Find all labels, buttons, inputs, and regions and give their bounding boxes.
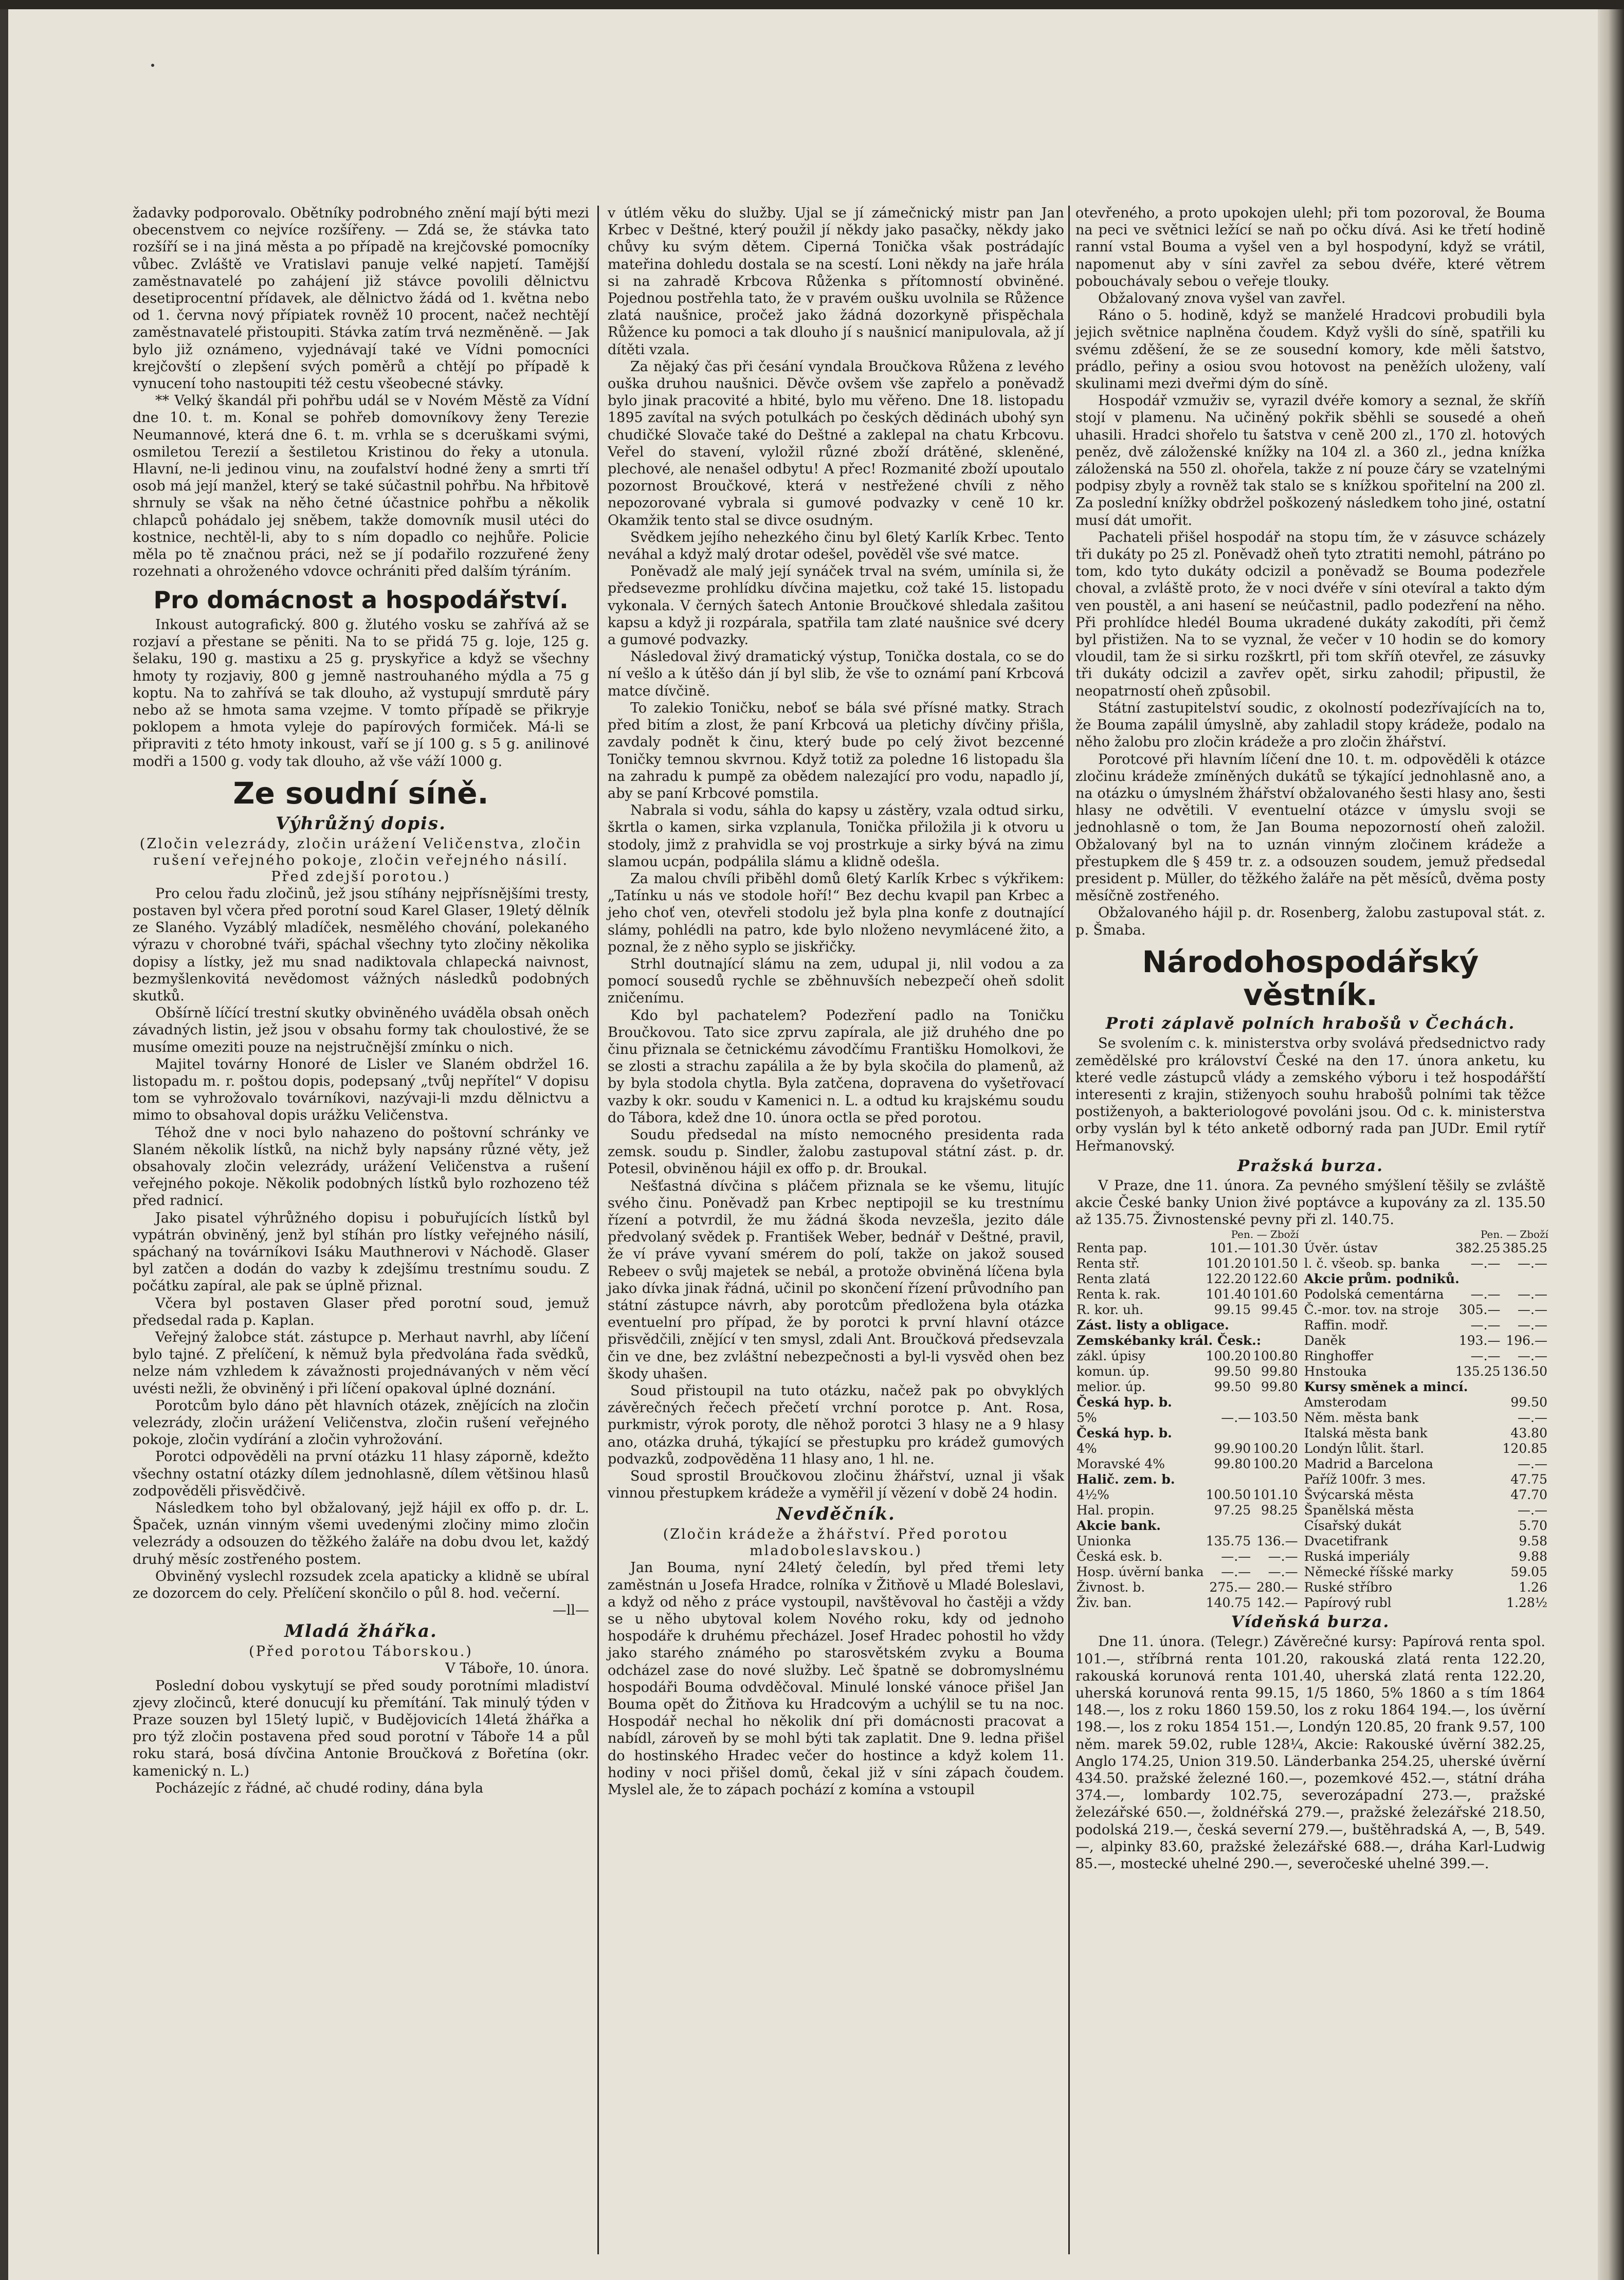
row-label: melior. úp. bbox=[1076, 1379, 1146, 1395]
row-value: —.— bbox=[1470, 1256, 1501, 1271]
row-value: 97.25 bbox=[1214, 1503, 1251, 1518]
scan-top-border bbox=[0, 0, 1624, 9]
row-value: 9.58 bbox=[1519, 1534, 1547, 1549]
row-value: 142.— bbox=[1256, 1595, 1298, 1611]
row-label: Moravské 4% bbox=[1076, 1456, 1165, 1472]
row-value: 382.25 bbox=[1455, 1241, 1501, 1256]
article-note: (Zločin velezrády, zločin urážení Veličenstva, zločin rušení veřejného pokoje, zločin veřejného násilí. Před zdejší porotou.) bbox=[139, 835, 582, 885]
table-row bbox=[1075, 1503, 1299, 1518]
row-label: Ruské stříbro bbox=[1304, 1580, 1393, 1595]
table-row bbox=[1075, 1287, 1299, 1302]
row-value: 305.— bbox=[1458, 1302, 1501, 1318]
table-row bbox=[1075, 1472, 1299, 1487]
paragraph: Porotcové při hlavním líčení dne 10. t. m. odpověděli k otázce zločinu krádeže zmíněných dukátů se týkající jednohlasně ano, a na otázku o úmyslném žhářství obžalovaného šesti hlasy ano, šesti hlasy ne odvětili. V eventuelní otázce v úmyslu svoji se jednohlasně o tom, že Jan Bouma nepozorností oheň založil. Obžalovaný byl na to uznán vinným zločinem krádeže a přestupkem dle § 459 tr. z. a odsouzen soudem, jemuž předsedal president p. Müller, do těžkého žaláře na pět měsíců, dvěma posty měsíčně zostřeného. bbox=[1075, 751, 1545, 904]
row-value: 99.80 bbox=[1261, 1379, 1298, 1395]
paragraph: Státní zastupitelství soudic, z okolností podezřívajících na to, že Bouma zapálil úmyslně, aby zahladil stopy krádeže, podalo na něho žalobu pro zločin krádeže a pro zločin žhářství. bbox=[1075, 700, 1545, 751]
row-value: 100.20 bbox=[1206, 1348, 1251, 1364]
paragraph: otevřeného, a proto upokojen ulehl; při tom pozoroval, že Bouma na peci ve světnici ležící se naň po očku dívá. Asi ke třetí hodině ranní vstal Bouma a vyšel ven a byl hospodyní, když se vrátil, napomenut aby v síni zavřel za sebou dvéře, které větrem pobouchávaly sebou o veřeje tlouky. bbox=[1075, 205, 1545, 289]
column-rule bbox=[597, 206, 599, 2254]
table-row bbox=[1303, 1333, 1548, 1348]
row-label: Švýcarská města bbox=[1304, 1487, 1414, 1503]
table-row bbox=[1303, 1503, 1548, 1518]
table-row bbox=[1075, 1456, 1299, 1472]
section-heading: Pro domácnost a hospodářství. bbox=[153, 586, 569, 614]
row-value: —.— bbox=[1221, 1410, 1251, 1426]
row-value bbox=[1454, 1472, 1501, 1487]
paragraph: Majitel továrny Honoré de Lisler ve Slaném obdržel 16. listopadu m. r. poštou dopis, podepsaný „tvůj nepřítel“ V dopisu tom se vyhrožovalo továrníkovi, nazývaji-li mzdu dělnictvu a mimo to obsahoval dopis urážku Veličenstva. bbox=[133, 1056, 589, 1124]
table-row bbox=[1303, 1580, 1548, 1595]
row-value: 99.50 bbox=[1214, 1379, 1251, 1395]
row-value bbox=[1454, 1580, 1501, 1595]
row-value: 135.25 bbox=[1455, 1364, 1501, 1379]
row-label: Česká esk. b. bbox=[1076, 1549, 1163, 1564]
row-label: Renta stř. bbox=[1076, 1256, 1140, 1271]
row-label: Ringhoffer bbox=[1304, 1348, 1374, 1364]
table-row bbox=[1075, 1549, 1299, 1564]
row-value: 140.75 bbox=[1206, 1595, 1251, 1611]
paragraph: Ráno o 5. hodině, když se manželé Hradcovi probudili byla jejich světnice naplněna čoudem. Když vyšli do síně, spatřili ku svému zděšení, že se ze sousední komory, kde měli šatstvo, prádlo, peřiny a osiou svou hotovost na peněžích uloženy, valí skulinami mezi dveřmi dým do síně. bbox=[1075, 307, 1545, 392]
row-value: 99.45 bbox=[1261, 1302, 1298, 1318]
row-value: —.— bbox=[1518, 1503, 1547, 1518]
row-value: —.— bbox=[1221, 1564, 1251, 1580]
section-heading: Národohospodářský věstník. bbox=[1142, 944, 1479, 1012]
table-row bbox=[1303, 1595, 1548, 1611]
table-row bbox=[1075, 1441, 1299, 1456]
row-value: 120.85 bbox=[1502, 1441, 1547, 1456]
table-row bbox=[1075, 1271, 1299, 1287]
row-value bbox=[1454, 1410, 1501, 1426]
row-value: 101.20 bbox=[1206, 1256, 1251, 1271]
row-value: —.— bbox=[1518, 1410, 1547, 1426]
row-value: —.— bbox=[1470, 1318, 1501, 1333]
row-value: —.— bbox=[1518, 1318, 1547, 1333]
row-value: 122.60 bbox=[1253, 1271, 1298, 1287]
row-label: Daněk bbox=[1304, 1333, 1346, 1348]
row-value: —.— bbox=[1268, 1549, 1298, 1564]
article-title: Nevděčník. bbox=[776, 1504, 896, 1525]
row-label: Akcie prům. podniků. bbox=[1304, 1271, 1459, 1287]
row-label: Česká hyp. b. bbox=[1076, 1426, 1172, 1441]
article-title: Proti záplavě polních hrabošů v Čechách. bbox=[1105, 1014, 1516, 1033]
row-value: 99.50 bbox=[1510, 1395, 1547, 1410]
article-title: Pražská burza. bbox=[1237, 1156, 1384, 1175]
paragraph: Soud sprostil Broučkovou zločinu žhářství, uznal ji však vinnou přestupkem krádeže a vyměřil jí vězení v době 24 hodin. bbox=[608, 1468, 1064, 1502]
table-row bbox=[1075, 1534, 1299, 1549]
row-value: 101.50 bbox=[1253, 1256, 1298, 1271]
paragraph: Poněvadž ale malý její synáček trval na svém, umínila si, že předsevezme prohlídku dívčina majetku, což také 15. listopadu vykonala. V černých šatech Antonie Broučkové shledala zašitou kapsu a když ji rozpárala, spatřila tam zlaté naušnice své dcery a gumové podvazky. bbox=[608, 563, 1064, 648]
row-value: 100.20 bbox=[1253, 1456, 1298, 1472]
row-value bbox=[1454, 1534, 1501, 1549]
table-row bbox=[1303, 1564, 1548, 1580]
table-row bbox=[1303, 1441, 1548, 1456]
row-label: Živ. ban. bbox=[1076, 1595, 1132, 1611]
row-value: 101.60 bbox=[1253, 1287, 1298, 1302]
paragraph: Strhl doutnající slámu na zem, udupal ji, nlil vodou a za pomocí sousedů rychle se zběhnuvších nebezpečí oheň sdolit zničenímu. bbox=[608, 956, 1064, 1007]
row-value bbox=[1454, 1518, 1501, 1534]
row-value: 100.50 bbox=[1206, 1487, 1251, 1503]
table-row bbox=[1075, 1426, 1299, 1441]
row-value: 98.25 bbox=[1261, 1503, 1298, 1518]
paragraph: Hospodář vzmuživ se, vyrazil dvéře komory a seznal, že skříň stojí v plamenu. Na učiněný pokřik sběhli se sousedé a oheň uhasili. Hradci shořelo tu šatstva v ceně 200 zl., 170 zl. hotových peněz, dvě záloženské knížky na 104 zl. a 360 zl., jedna knížka záloženská na 550 zl. ohořela, takže z ní pouze čáry se vzatelnými podpisy zbyly a rovněž tak stalo se s knížkou spořitelní na 200 zl. Za poslední knížky obdržel poškozený následkem toho jiné, ostatní musí dát umořit. bbox=[1075, 393, 1545, 528]
row-label: 4½% bbox=[1076, 1487, 1109, 1503]
table-row bbox=[1303, 1287, 1548, 1302]
rates-table bbox=[1075, 1241, 1299, 1611]
row-label: Hal. propin. bbox=[1076, 1503, 1155, 1518]
table-row bbox=[1303, 1364, 1548, 1379]
column-rule bbox=[1068, 206, 1070, 2254]
paragraph: ** Velký škandál při pohřbu udál se v Novém Městě za Vídní dne 10. t. m. Konal se pohřeb domovníkovy ženy Terezie Neumannové, která dne 6. t. m. vrhla se s dceruškami svými, osmiletou Terezií a šestiletou Kristinou do řeky a utonula. Hlavní, ne-li jedinou vinu, na zoufalství hodné ženy a smrti tří osob má její manžel, který se také súčastnil pohřbu. Na hřbitově shrnuly se však na něho četné účastnice pohřbu a několik chlapců pohádalo jej sněbem, takže domovník musil utéci do kostnice, nechtěl-li, aby to s ním dopadlo co nejhůře. Policie měla po tě značnou práci, než se jí podařilo rozzuřené ženy rozehnati a ohroženého vdovce ochrániti před dalším týráním. bbox=[133, 393, 589, 580]
row-value: 59.05 bbox=[1510, 1564, 1547, 1580]
row-label: l. č. všeob. sp. banka bbox=[1304, 1256, 1440, 1271]
row-value: 122.20 bbox=[1206, 1271, 1251, 1287]
row-value: 101.— bbox=[1209, 1241, 1251, 1256]
row-label: Renta pap. bbox=[1076, 1241, 1147, 1256]
table-row bbox=[1075, 1395, 1299, 1410]
row-value: 385.25 bbox=[1502, 1241, 1547, 1256]
row-label: Podolská cementárna bbox=[1304, 1287, 1444, 1302]
row-value: 43.80 bbox=[1510, 1426, 1547, 1441]
paragraph: Porotcům bylo dáno pět hlavních otázek, znějících na zločin velezrády, zločin urážení Veličenstva, zločin rušení veřejného pokoje, zločin vydírání a zločin vyhrožování. bbox=[133, 1397, 589, 1448]
table-row bbox=[1075, 1580, 1299, 1595]
row-label: Č.-mor. tov. na stroje bbox=[1304, 1302, 1439, 1318]
table-row bbox=[1303, 1549, 1548, 1564]
row-value: —.— bbox=[1518, 1348, 1547, 1364]
row-value: 100.80 bbox=[1253, 1348, 1298, 1364]
table-row bbox=[1303, 1487, 1548, 1503]
table-row bbox=[1303, 1426, 1548, 1441]
row-label: Zást. listy a obligace. bbox=[1076, 1318, 1229, 1333]
row-value: 99.90 bbox=[1214, 1441, 1251, 1456]
table-row bbox=[1075, 1564, 1299, 1580]
row-value bbox=[1454, 1549, 1501, 1564]
row-label: Ruská imperiály bbox=[1304, 1549, 1410, 1564]
paragraph: To zalekio Toničku, neboť se bála své přísné matky. Strach před bitím a zlost, že paní Krbcová ua pletichy dívčiny přišla, zavdaly podnět k činu, který bude po celý život bezcenné Toničky temnou skvrnou. Když totiž za poledne 16 listopadu šla na zahradu k pumpě za obědem nalezající pro vodu, napadlo jí, aby se paní Krbcové pomstila. bbox=[608, 700, 1064, 801]
row-value: 136.— bbox=[1256, 1534, 1298, 1549]
row-value: 47.75 bbox=[1510, 1472, 1547, 1487]
table-row bbox=[1075, 1256, 1299, 1271]
row-value: 47.70 bbox=[1510, 1487, 1547, 1503]
dateline: V Táboře, 10. února. bbox=[445, 1661, 589, 1677]
table-row bbox=[1303, 1302, 1548, 1318]
column-3 bbox=[1075, 205, 1548, 2256]
paragraph: Kdo byl pachatelem? Podezření padlo na Toničku Broučkovou. Tato sice zprvu zapírala, ale již druhého dne po činu přiznala se četnickému závodčímu Františku Homolkovi, že se zlosti a strachu zapálila a že by byla skočila do plamenů, až by byla stodola chytla. Byla zatčena, dopravena do vyšetřovací vazby k okr. soudu v Kamenici n. L. a odtud ku krajskému soudu do Tábora, kdež dne 10. února octla se před porotou. bbox=[608, 1007, 1064, 1126]
table-row bbox=[1075, 1518, 1299, 1534]
table-row bbox=[1075, 1318, 1299, 1333]
column-1 bbox=[133, 205, 589, 2256]
row-label: Španělská města bbox=[1304, 1503, 1414, 1518]
paragraph: Včera byl postaven Glaser před porotní soud, jemuž předsedal rada p. Kaplan. bbox=[133, 1295, 589, 1328]
signature: —ll— bbox=[552, 1602, 589, 1619]
paragraph: Jan Bouma, nyní 24letý čeledín, byl před třemi lety zaměstnán u Josefa Hradce, rolníka v Žitňově u Mladé Boleslavi, a když od něho z práce vystoupil, navštěvoval ho častěji a vždy se u něho ubytoval kolem Nového roku, kdy od jednoho hospodáře k druhému přecházel. Josef Hradec pohostil ho vždy jako starého známého po starosvětském zvyku a Bouma odcházel zase do nové služby. Leč špatně se dobromyslnému hospodáři Bouma odvděčoval. Minulé lonské vánoce přišel Jan Bouma opět do Žitňova ku Hradcovým a uchýlil se tu na noc. Hospodář nechal ho několik dní při domácnosti pracovat a nabídl, zároveň by se mohl býti tak zaplatit. Dne 9. ledna přišel do hostinského Hradec večer do hostince a když kolem 11. hodiny v noci přišel domů, čekal již v síni zápach čoudem. Myslel ale, že to zápach pochází z komína a vstoupil bbox=[608, 1560, 1064, 1798]
row-value: —.— bbox=[1518, 1287, 1547, 1302]
row-value bbox=[1454, 1426, 1501, 1441]
row-label: Madrid a Barcelona bbox=[1304, 1456, 1433, 1472]
paragraph: Za nějaký čas při česání vyndala Broučkova Růžena z levého ouška druhou naušnici. Děvče ovšem vše zapřelo a poněvadž bylo jinak pracovité a hbité, bylo mu věřeno. Dne 18. listopadu 1895 zavítal na svých potulkách po českých dědinách ubohý syn chudičké Slovače také do Deštné a zaklepal na chatu Krbcovu. Veřel do stavení, vyložil různé zboží drátěné, skleněné, plechové, ale nenašel odbytu! A přec! Rozmanité zboží upoutalo pozornost Broučkové, která v nestřežené chvíli z něho nepozorované vybrala si gumové podvazky v ceně 10 kr. Okamžik tento stal se divce osudným. bbox=[608, 358, 1064, 528]
table-row bbox=[1303, 1472, 1548, 1487]
row-label: Německé říšské marky bbox=[1304, 1564, 1454, 1580]
row-value: —.— bbox=[1518, 1456, 1547, 1472]
row-label: Hosp. úvěrní banka bbox=[1076, 1564, 1204, 1580]
row-value: 99.50 bbox=[1214, 1364, 1251, 1379]
table-row bbox=[1303, 1241, 1548, 1256]
paragraph: Soud přistoupil na tuto otázku, načež pak po obvyklých závěrečných řečech přečetí vrchní porotce p. Ant. Rosa, purkmistr, výrok poroty, dle něhož porotci 3 hlasy ne a 9 hlasy ano, otázka druhá, týkající se přestupku pro krádež gumových podvazků, zodpověděna 11 hlasy ano, 1 hl. ne. bbox=[608, 1383, 1064, 1467]
table-header: Pen. — Zboží bbox=[1231, 1228, 1299, 1241]
row-label: Raffin. modř. bbox=[1304, 1318, 1389, 1333]
table-row bbox=[1075, 1333, 1299, 1348]
table-header: Pen. — Zboží bbox=[1480, 1228, 1548, 1241]
row-value: 135.75 bbox=[1206, 1534, 1251, 1549]
row-label: Úvěr. ústav bbox=[1304, 1241, 1378, 1256]
table-row bbox=[1303, 1271, 1548, 1287]
row-label: Císařský dukát bbox=[1304, 1518, 1401, 1534]
row-value: —.— bbox=[1221, 1549, 1251, 1564]
row-label: Renta k. rak. bbox=[1076, 1287, 1161, 1302]
row-label: Hnstouka bbox=[1304, 1364, 1367, 1379]
row-label: Londýn lůlit. štarl. bbox=[1304, 1441, 1425, 1456]
row-label: R. kor. uh. bbox=[1076, 1302, 1144, 1318]
row-value: —.— bbox=[1470, 1348, 1501, 1364]
row-value: 101.30 bbox=[1253, 1241, 1298, 1256]
row-value: 5.70 bbox=[1519, 1518, 1547, 1534]
exchange-tables bbox=[1075, 1228, 1548, 1611]
paragraph: Se svolením c. k. ministerstva orby svolává předsednictvo rady zemědělské pro království České na den 17. února anketu, ku které vedle zástupců vlády a zemského výboru i tež hospodářští interesenti z krajin, stiženyoch souhu hrabošů polními tak těžce postiženyoh, a bakteriologové povoláni jsou. Od c. k. ministerstva orby vyslán byl k této anketě odborný rada pan JUDr. Emil rytíř Heřmanovský. bbox=[1075, 1035, 1545, 1154]
paragraph: Obžalovaný znova vyšel van zavřel. bbox=[1098, 290, 1346, 307]
table-row bbox=[1075, 1410, 1299, 1426]
article-title: Mladá žhářka. bbox=[284, 1621, 437, 1642]
row-value bbox=[1454, 1487, 1501, 1503]
paragraph: Svědkem jejího nehezkého činu byl 6letý Karlík Krbec. Tento neváhal a když malý drotar odešel, pověděl vše své matce. bbox=[608, 529, 1064, 563]
article-note: (Zločin krádeže a žhářství. Před porotou mladoboleslavskou.) bbox=[663, 1526, 1009, 1559]
paragraph: Obšírně líčící trestní skutky obviněného uváděla obsah oněch závadných listin, jež jsou v obsahu formy tak choulostivé, že se musíme omeziti pouze na nejstručnější zmínku o nich. bbox=[133, 1005, 589, 1055]
row-value: —.— bbox=[1518, 1256, 1547, 1271]
row-value bbox=[1454, 1395, 1501, 1410]
paragraph: Poslední dobou vyskytují se před soudy porotními mladiství zjevy zločinců, které donucují ku přemítání. Tak minulý týden v Praze souzen byl 15letý lupič, v Budějovicích 14letá žhářka a pro týž zločin postavena před soud porotní v Táboře 14 a půl roku stará, bosá dívčina Antonie Broučková z Bořetína (okr. kamenický n. L.) bbox=[133, 1677, 589, 1779]
exchange-table-right bbox=[1303, 1228, 1548, 1611]
row-value: 275.— bbox=[1209, 1580, 1251, 1595]
table-row bbox=[1303, 1256, 1548, 1271]
row-label: Paříž 100fr. 3 mes. bbox=[1304, 1472, 1426, 1487]
row-label: komun. úp. bbox=[1076, 1364, 1150, 1379]
article-note: (Před porotou Táborskou.) bbox=[249, 1644, 473, 1660]
article-title: Výhrůžný dopis. bbox=[276, 813, 446, 834]
row-label: Papírový rubl bbox=[1304, 1595, 1392, 1611]
page-mark bbox=[151, 64, 154, 67]
row-value: 99.15 bbox=[1214, 1302, 1251, 1318]
article-title: Vídeňská burza. bbox=[1231, 1613, 1390, 1632]
table-row bbox=[1303, 1456, 1548, 1472]
paragraph: Obžalovaného hájil p. dr. Rosenberg, žalobu zastupoval stát. z. p. Šmaba. bbox=[1075, 905, 1545, 938]
paragraph: V Praze, dne 11. února. Za pevného smýšlení těšily se zvláště akcie České banky Union živé poptávce a kupovány za zl. 135.50 až 135.75. Živnostenské pevny při zl. 140.75. bbox=[1075, 1177, 1545, 1228]
paragraph: Pachateli přišel hospodář na stopu tím, že v zásuvce scházely tři dukáty po 25 zl. Poněvadž oheň tyto ztratiti nemohl, pátráno po tom, kdo tyto dukáty odcizil a poněvadž se Bouma podezřele choval, a zvláště proto, že v noci dvéře v síni otevíral a takto dým ven poustěl, a ani hasení se neúčastnil, padlo podezření na něho. Při prohlídce hledél Bouma ukradené dukáty zakodíti, při čemž byl přistižen. Na to se vyznal, že večer v 10 hodin se do komory vloudil, tam že si sirku rozškrtl, při tom skříň otevřel, ze zásuvky tři dukáty odcizil a zavřev opět, sirku zahodil; připustil, že neopatrností oheň způsobil. bbox=[1075, 529, 1545, 699]
section-heading: Ze soudní síně. bbox=[233, 775, 489, 811]
table-row bbox=[1075, 1595, 1299, 1611]
table-row bbox=[1075, 1364, 1299, 1379]
row-label: Italská města bank bbox=[1304, 1426, 1428, 1441]
row-label: 5% bbox=[1076, 1410, 1097, 1426]
rates-table bbox=[1303, 1241, 1548, 1611]
row-label: Dvacetifrank bbox=[1304, 1534, 1388, 1549]
row-value: 193.— bbox=[1458, 1333, 1501, 1348]
table-row bbox=[1303, 1534, 1548, 1549]
row-label: 4% bbox=[1076, 1441, 1097, 1456]
paragraph: Téhož dne v noci bylo nahazeno do poštovní schránky ve Slaném několik lístků, na nichž byly napsány různé věty, jež obsahovaly zločin velezrády, urážení Veličenstva a rušení veřejného pokoje. Několik podobných lístků bylo rozhozeno též před radnicí. bbox=[133, 1124, 589, 1209]
paragraph: Pocházejíc z řádné, ač chudé rodiny, dána byla bbox=[155, 1780, 484, 1796]
row-label: Halič. zem. b. bbox=[1076, 1472, 1175, 1487]
paragraph: Za malou chvíli přiběhl domů 6letý Karlík Krbec s výkřikem: „Tatínku u nás ve stodole hoří!“ Bez dechu kvapil pan Krbec a jeho choť ven, otevřeli stodolu jež byla plna konfe z doutnající slámy, pohlédli na patro, kde bylo nloženo nevymlácené žito, a poznal, že z něho syplo se jiskřičky. bbox=[608, 870, 1064, 955]
row-label: Unionka bbox=[1076, 1534, 1132, 1549]
row-label: Česká hyp. b. bbox=[1076, 1395, 1172, 1410]
table-row bbox=[1075, 1348, 1299, 1364]
row-value: 136.50 bbox=[1502, 1364, 1547, 1379]
row-label: Akcie bank. bbox=[1076, 1518, 1161, 1534]
row-label: zákl. úpisy bbox=[1076, 1348, 1146, 1364]
column-2 bbox=[608, 205, 1064, 2256]
row-value: 1.28½ bbox=[1506, 1595, 1547, 1611]
table-row bbox=[1303, 1518, 1548, 1534]
table-row bbox=[1303, 1395, 1548, 1410]
row-value: —.— bbox=[1268, 1564, 1298, 1580]
table-row bbox=[1303, 1410, 1548, 1426]
paragraph: Pro celou řadu zločinů, jež jsou stíhány nejpřísnějšími tresty, postaven byl včera před porotní soud Karel Glaser, 19letý dělník ze Slaného. Vyzáblý mladíček, nesmělého chování, polekaného výrazu v chorobné tváři, spáchal všechny tyto zločiny několika dopisy a lístky, jež mu snad nadiktovala chlapecká naivnost, bezmyšlenkovitá nevědomost vážných následků podobných skutků. bbox=[133, 885, 589, 1004]
row-label: Kursy směnek a mincí. bbox=[1304, 1379, 1468, 1395]
row-value: 1.26 bbox=[1519, 1580, 1547, 1595]
row-value: 101.40 bbox=[1206, 1287, 1251, 1302]
paragraph: žadavky podporovalo. Obětníky podrobného znění mají býti mezi obecenstvem co nejvíce rozšířeny. — Zdá se, že stávka tato rozšíří se i na jiná města a po případě na krejčovské pomocníky vůbec. Zvláště ve Vratislavi panuje velké napjetí. Tamější zaměstnavatelé po zahájení již stávce povolili dělnictvu desetiprocentní přídavek, ale dělnictvo žádá od 1. května nebo od 1. června nový přípiatek rovněž 10 procent, načež nechtějí zaměstnavatelé přistoupiti. Stávka zatím trvá nezměněně. — Jak bylo již oznámeno, vyjednávají také ve Vídni pomocníci krejčovští o zlepšení svých poměrů a chtějí po případě k vynucení toho nastoupiti též cestu všeobecné stávky. bbox=[133, 205, 589, 392]
row-value: 101.10 bbox=[1253, 1487, 1298, 1503]
table-row bbox=[1075, 1241, 1299, 1256]
paragraph: v útlém věku do služby. Ujal se jí zámečnický mistr pan Jan Krbec v Deštné, který použil jí někdy jako pasačky, někdy jako chůvy ku svým dětem. Ciperná Tonička však postrádajíc mateřina dohledu dostala se na scestí. Loni někdy na jaře hrála si na zahradě Krbcova Růženka s přítomností obviněné. Pojednou postřehla tato, že v pravém oušku uvolnila se Růžence zlatá naušnice, pročež jako žádná dozorkyně přispěchala Růžence ku pomoci a tak dlouho jí s naušnicí manipulovala, až jí dítěti vzala. bbox=[608, 205, 1064, 358]
table-row bbox=[1075, 1302, 1299, 1318]
row-value: 196.— bbox=[1506, 1333, 1547, 1348]
row-value: 103.50 bbox=[1253, 1410, 1298, 1426]
row-value: 100.20 bbox=[1253, 1441, 1298, 1456]
table-row bbox=[1075, 1379, 1299, 1395]
row-value bbox=[1454, 1456, 1501, 1472]
table-row bbox=[1075, 1487, 1299, 1503]
row-label: Amsterodam bbox=[1304, 1395, 1387, 1410]
row-value bbox=[1454, 1503, 1501, 1518]
scan-right-edge bbox=[1598, 9, 1624, 2280]
paragraph: Soudu předsedal na místo nemocného presidenta rada zemsk. soudu p. Sindler, žalobu zastupoval státní zást. p. dr. Potesil, obviněnou hájil ex offo p. dr. Broukal. bbox=[608, 1126, 1064, 1177]
scan-left-edge bbox=[0, 9, 8, 2280]
row-value: 280.— bbox=[1256, 1580, 1298, 1595]
table-row bbox=[1303, 1379, 1548, 1395]
paragraph: Jako pisatel výhrůžného dopisu i pobuřujících lístků byl vypátrán obviněný, jenž byl stíhán pro lístky veřejného násilí, spáchaný na továrníkovi Isáku Mauthnerovi v Náchodě. Glaser byl zatčen a dodán do vazby k zdejšímu trestnímu soudu. Z počátku zapíral, ale pak se úplně přiznal. bbox=[133, 1210, 589, 1294]
paragraph: Následoval živý dramatický výstup, Tonička dostala, co se do ní vešlo a k útěšo dán jí byl slib, že vše to oznámí paní Krbcová matce dívčině. bbox=[608, 649, 1064, 699]
row-label: Něm. města bank bbox=[1304, 1410, 1419, 1426]
paragraph: Nešťastná dívčina s pláčem přiznala se ke všemu, litujíc svého činu. Poněvadž pan Krbec neptipojil se ku trestnímu řízení a potvrdil, že mu žádná škoda nevzešla, jezito dále předvolaný svědek p. František Weber, bednář v Deštné, pravil, že ví práve vyvaní smérem do polí, takže on jakož soused Rebeev o svůj majetek se nebál, a protože obviněná líčena byla jako dívka jinak řádná, učinil po skončení řízení průvodního pan státní zástupce návrh, aby porotcům předložena byla otázka eventuelní pro případ, že by porotci k první hlavní otázce přisvědčili, znějící v ten smysl, zdali Ant. Broučková předsevzala čin ve dne, bez zvláštní nebezpečnosti a byl-li vysvěd ohen bez škody uhašen. bbox=[608, 1178, 1064, 1382]
row-label: Zemskébanky král. Česk.: bbox=[1076, 1333, 1262, 1348]
table-row bbox=[1303, 1318, 1548, 1333]
row-value bbox=[1454, 1595, 1501, 1611]
row-label: Živnost. b. bbox=[1076, 1580, 1145, 1595]
table-row bbox=[1303, 1348, 1548, 1364]
paragraph: Veřejný žalobce stát. zástupce p. Merhaut navrhl, aby líčení bylo tajné. Z přelíčení, k němuž byla předvolána řada svědků, nelze nám vzhledem k závažnosti projednávaných v něm věcí uvésti nežli, že obviněný i při líčení opakoval úplné doznání. bbox=[133, 1329, 589, 1397]
row-value: —.— bbox=[1518, 1302, 1547, 1318]
paragraph: Následkem toho byl obžalovaný, jejž hájil ex offo p. dr. L. Špaček, uznán vinným všemi uvedenými zločiny mimo zločin velezrády a odsouzen do těžkého žaláře na dobu dvou let, každý druhý měsíc zostřeného postem. bbox=[133, 1500, 589, 1567]
paragraph: Nabrala si vodu, sáhla do kapsy u zástěry, vzala odtud sirku, škrtla o kamen, sirka vzplanula, Tonička přiložila ji k otvoru u stodoly, jimž z prahvidla se voj prostrkuje a sirky bývá na zimu slamou ucpán, podpálila slámu a klidně odešla. bbox=[608, 802, 1064, 870]
row-value bbox=[1454, 1564, 1501, 1580]
row-value: 99.80 bbox=[1261, 1364, 1298, 1379]
paragraph: Inkoust autografický. 800 g. žlutého vosku se zahřívá až se rozjaví a přestane se pěniti. Na to se přidá 75 g. loje, 125 g. šelaku, 190 g. mastixu a 25 g. pryskyřice a když se všechny hmoty ty rozjaviy, 800 g jemně nastrouhaného mýdla a 75 g koptu. Na to zahřívá se tak dlouho, až vystupují smrdutě páry nebo až se hmota sama vzejme. V tomto případě se přikryje poklopem a hmota vyleje do papírových formiček. Má-li se připraviti z této hmoty inkoust, vaří se jí 100 g. s 5 g. anilinové modři a 1500 g. vody tak dlouho, až vše váží 1000 g. bbox=[133, 617, 589, 770]
exchange-table-left bbox=[1075, 1228, 1299, 1611]
row-value: 99.80 bbox=[1214, 1456, 1251, 1472]
row-value bbox=[1454, 1441, 1501, 1456]
paragraph: Obviněný vyslechl rozsudek zcela apaticky a klidně se ubíral ze dozorcem do cely. Přelíčení skončilo o půl 8. hod. večerní. bbox=[133, 1568, 589, 1602]
row-value: —.— bbox=[1470, 1287, 1501, 1302]
row-value: 9.88 bbox=[1519, 1549, 1547, 1564]
paragraph: Porotci odpověděli na první otázku 11 hlasy záporně, kdežto všechny ostatní otázky dílem jednohlasně, dílem většinou hlasů zodpověděli přisvědčivě. bbox=[133, 1449, 589, 1499]
row-label: Renta zlatá bbox=[1076, 1271, 1151, 1287]
paragraph: Dne 11. února. (Telegr.) Závěrečné kursy: Papírová renta spol. 101.—, stříbrná renta 101.20, rakouská zlatá renta 122.20, rakouská korunová renta 101.40, uherská zlatá renta 122.20, uherská korunová renta 99.15, 1/5 1860, 5% 1860 a s tím 1864 148.—, los z roku 1860 159.50, los z roku 1864 194.—, los úvěrní 198.—, los z roku 1854 151.—, Londýn 120.85, 20 frank 9.57, 100 něm. marek 59.02, ruble 128¼, Akcie: Rakouské úvěrní 382.25, Anglo 174.25, Union 319.50. Länderbanka 254.25, uherské úvěrní 434.50. pražské železné 160.—, pozemkové 452.—, státní dráha 374.—, lombardy 102.75, severozápadní 273.—, pražské železářské 650.—, žoldnéřská 279.—, pražské železářské 218.50, podolská 219.—, česká severní 279.—, buštěhradská A, —, B, 549.—, alpinky 83.60, pražské železářské 688.—, dráha Karl-Ludwig 85.—, mostecké uhelné 290.—, severočeské uhelné 399.—. bbox=[1075, 1634, 1545, 1872]
